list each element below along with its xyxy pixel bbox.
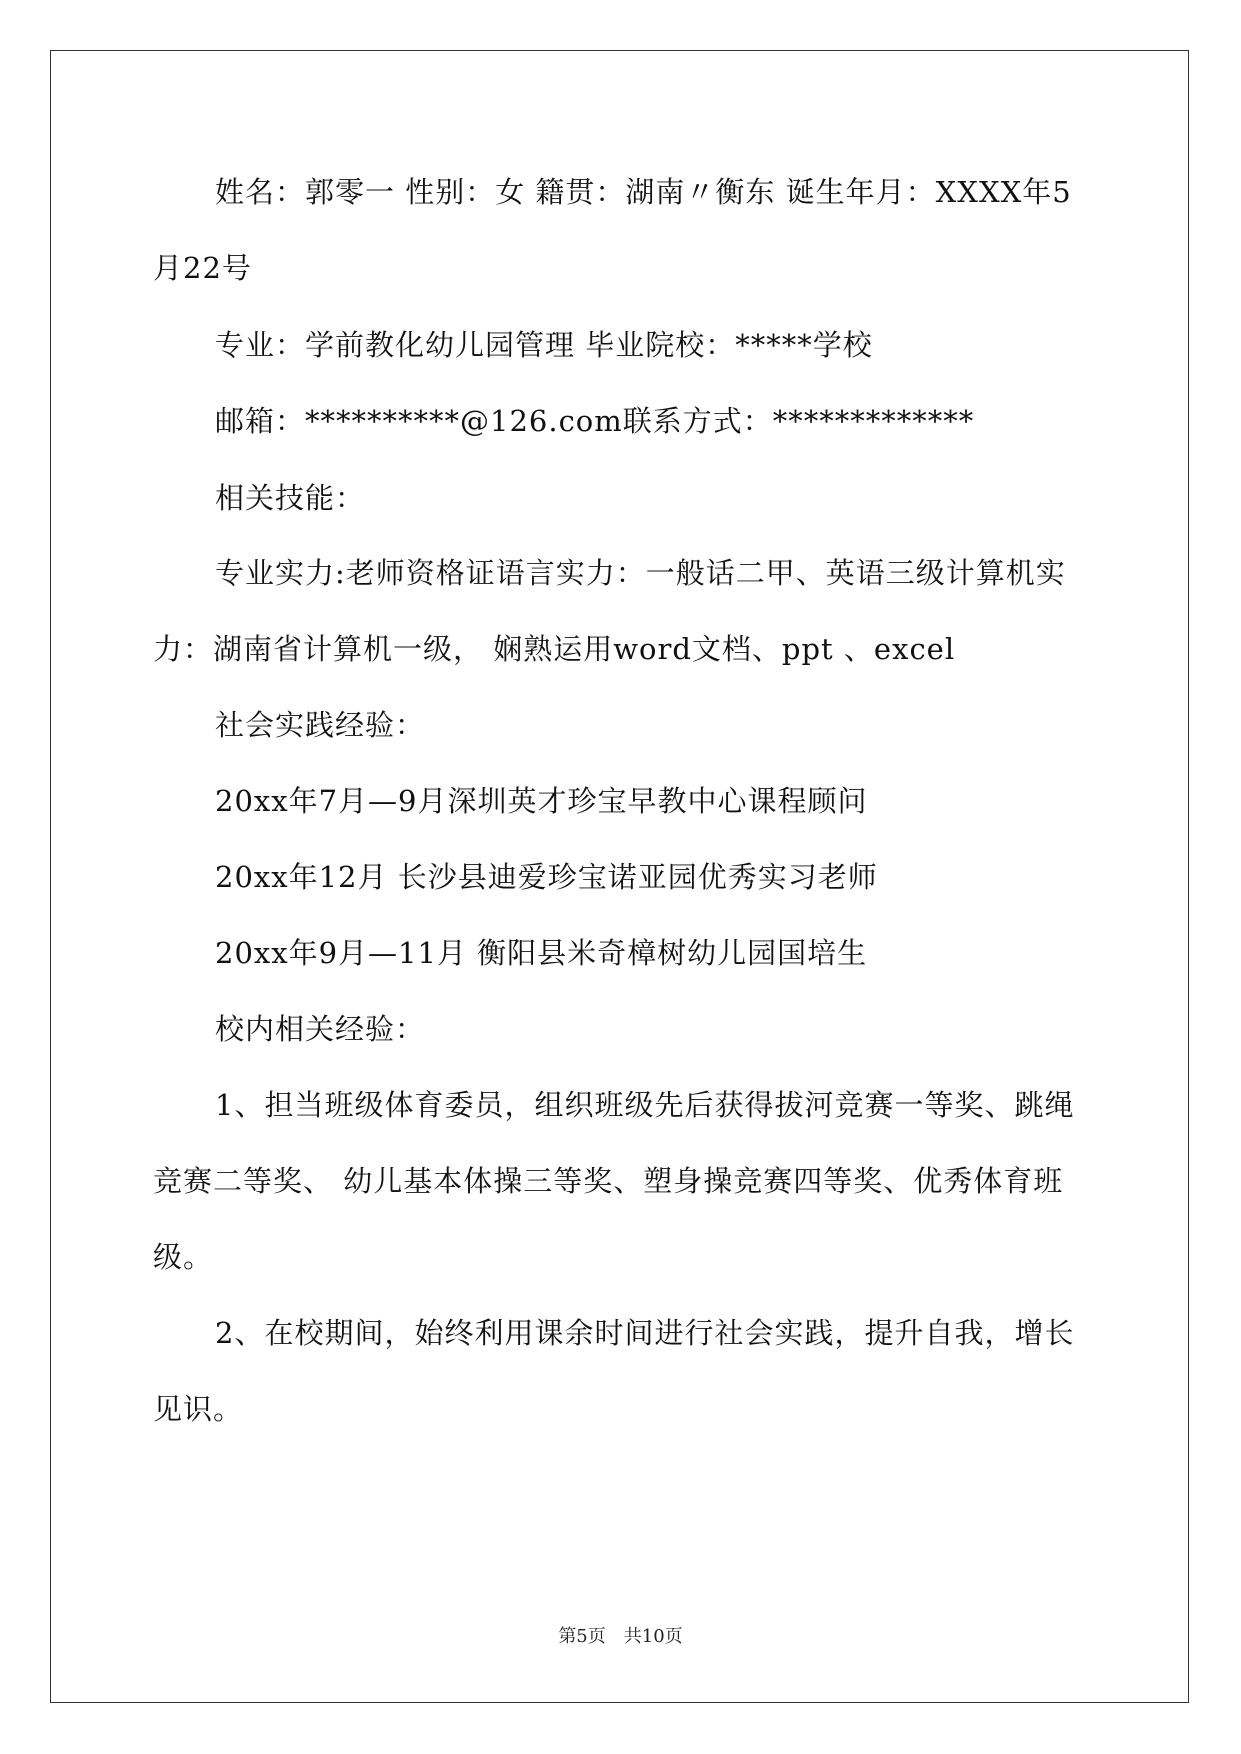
section-heading: 相关技能：	[215, 481, 366, 515]
text-line: 20xx年7月—9月深圳英才珍宝早教中心课程顾问	[215, 784, 868, 818]
text-line: 专业：学前教化幼儿园管理 毕业院校：*****学校	[215, 328, 873, 362]
section-heading: 社会实践经验：	[215, 708, 426, 742]
text-line: 1、担当班级体育委员，组织班级先后获得拔河竞赛一等奖、跳绳	[215, 1088, 1075, 1122]
text-line: 20xx年9月—11月 衡阳县米奇樟树幼儿园国培生	[215, 936, 868, 970]
text-line: 专业实力:老师资格证语言实力：一般话二甲、英语三级计算机实	[215, 556, 1066, 590]
text-line: 级。	[153, 1240, 214, 1274]
text-line: 邮箱：**********@126.com联系方式：*************	[215, 404, 975, 438]
section-heading: 校内相关经验：	[215, 1012, 426, 1046]
page-number-total: 共10页	[623, 1626, 683, 1647]
text-line: 竞赛二等奖、 幼儿基本体操三等奖、塑身操竞赛四等奖、优秀体育班	[153, 1164, 1064, 1198]
text-line: 2、在校期间，始终利用课余时间进行社会实践，提升自我，增长	[215, 1316, 1075, 1350]
page-footer	[0, 1622, 1241, 1648]
text-line: 20xx年12月 长沙县迪爱珍宝诺亚园优秀实习老师	[215, 860, 878, 894]
page-number-current: 第5页	[558, 1626, 606, 1647]
text-line: 力：湖南省计算机一级， 娴熟运用word文档、ppt 、excel	[153, 632, 956, 666]
text-line: 月22号	[153, 251, 252, 285]
text-line: 见识。	[153, 1392, 244, 1426]
text-line: 姓名：郭零一 性别：女 籍贯：湖南〃衡东 诞生年月：XXXX年5	[215, 175, 1072, 209]
